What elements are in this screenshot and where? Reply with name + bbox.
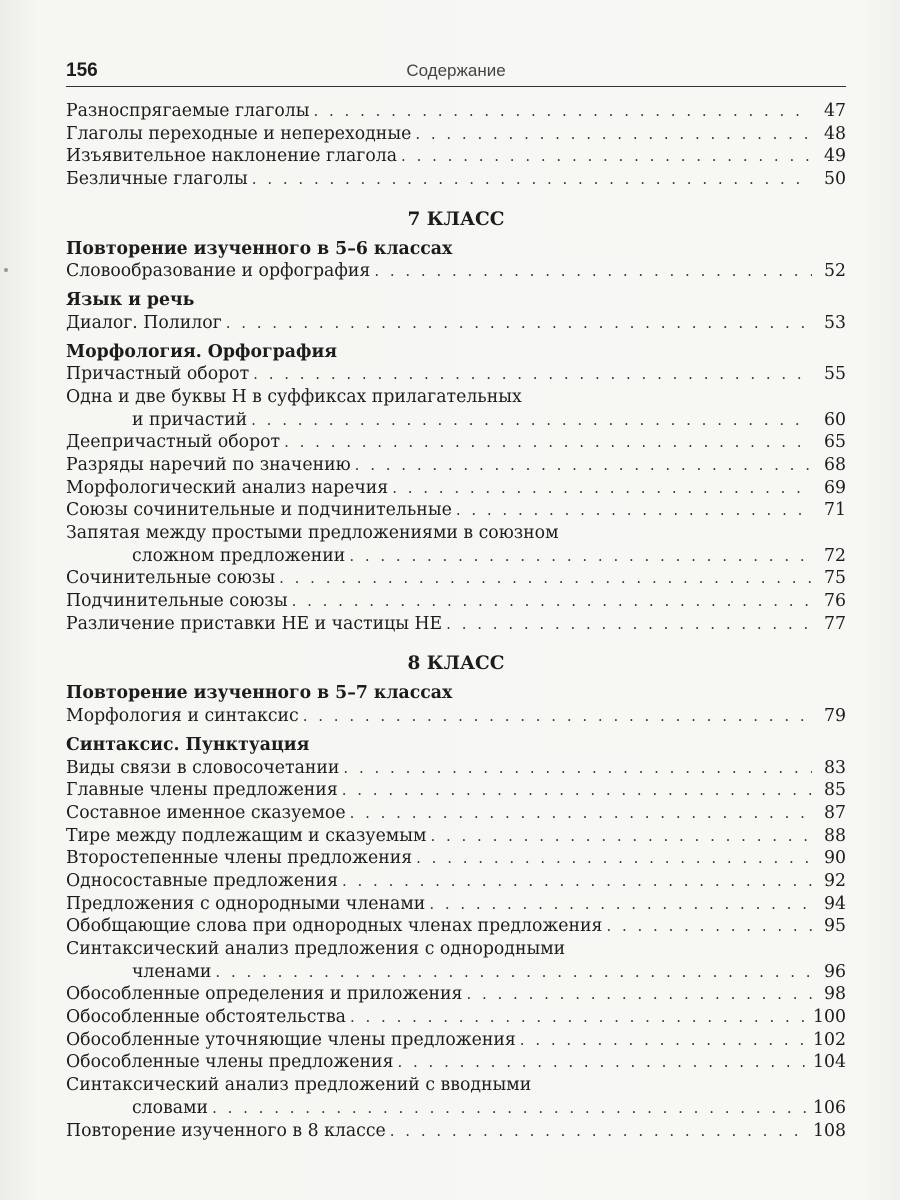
toc-entry-continuation <box>66 961 846 984</box>
toc-entry-page: 52 <box>824 261 846 282</box>
toc-entry <box>66 100 846 123</box>
toc-entry-title: Разряды наречий по значению <box>66 454 351 475</box>
toc-entry-page: 55 <box>824 364 846 385</box>
dot-leader <box>355 454 812 477</box>
toc-entry-title-cont: сложном предложении <box>132 545 346 566</box>
toc-entry-page: 92 <box>824 870 846 891</box>
page-header <box>66 60 846 87</box>
dot-leader <box>251 409 812 432</box>
toc-entry <box>66 567 846 590</box>
toc-entry-page: 106 <box>813 1097 846 1118</box>
toc-entry-title: Обособленные члены предложения <box>66 1052 394 1073</box>
toc-entry-title: Одна и две буквы Н в суффиксах прилагательных <box>66 386 522 407</box>
dot-leader <box>392 477 812 500</box>
toc-entry-title: Синтаксический анализ предложений с вводными <box>66 1075 532 1096</box>
toc-entry-page: 102 <box>813 1029 846 1050</box>
toc-entry-title: Морфологический анализ наречия <box>66 477 389 498</box>
section-title: Язык и речь <box>66 290 195 311</box>
dot-leader <box>313 100 812 123</box>
toc-entry-page: 72 <box>824 545 846 566</box>
dot-leader <box>415 123 812 146</box>
toc-entry <box>66 590 846 613</box>
dot-leader <box>253 363 812 386</box>
toc-entry <box>66 802 846 825</box>
dot-leader <box>212 1097 807 1120</box>
dot-leader <box>343 757 812 780</box>
toc-entry <box>66 1120 846 1143</box>
toc-entry-title: Односоставные предложения <box>66 870 338 891</box>
toc-entry-title: Подчинительные союзы <box>66 591 288 612</box>
toc-entry-title: Повторение изученного в 8 классе <box>66 1120 386 1141</box>
toc-entry-page: 68 <box>824 454 846 475</box>
toc-entry <box>66 431 846 454</box>
section-title: Морфология. Орфография <box>66 341 338 362</box>
toc-entry-page: 50 <box>824 169 846 190</box>
toc-entry-title: Составное именное сказуемое <box>66 802 346 823</box>
toc-entry-page: 98 <box>824 984 846 1005</box>
toc-entry <box>66 363 846 386</box>
dot-leader <box>292 590 812 613</box>
dot-leader <box>416 847 812 870</box>
toc-entry-title: Союзы сочинительные и подчинительные <box>66 500 452 521</box>
toc-entry-page: 60 <box>824 409 846 430</box>
toc-entry-page: 100 <box>813 1007 846 1028</box>
section-title: Повторение изученного в 5–7 классах <box>66 683 453 704</box>
toc-entry-title: Сочинительные союзы <box>66 568 276 589</box>
toc-entry-page: 76 <box>824 591 846 612</box>
toc-entry-page: 108 <box>813 1120 846 1141</box>
toc-entry-title-cont: словами <box>132 1097 209 1118</box>
dot-leader <box>520 1029 807 1052</box>
toc-entry-title: Обособленные уточняющие члены предложения <box>66 1029 516 1050</box>
toc-entry <box>66 705 846 728</box>
toc-entry-page: 94 <box>824 893 846 914</box>
toc-entry-title: Запятая между простыми предложениями в союзном <box>66 523 559 543</box>
dot-leader <box>374 260 812 283</box>
toc-entry <box>66 893 846 916</box>
toc-entry <box>66 1006 846 1029</box>
toc-entry-title: Разноспрягаемые глаголы <box>66 101 310 121</box>
toc-entry-title: Тире между подлежащим и сказуемым <box>66 825 427 846</box>
toc-entry-page: 47 <box>824 101 846 121</box>
toc-entry-page: 75 <box>824 568 846 589</box>
toc-entry <box>66 260 846 283</box>
dot-leader <box>342 779 812 802</box>
toc-entry <box>66 613 846 636</box>
toc-entry-title: Синтаксический анализ предложения с однородными <box>66 939 566 959</box>
toc-entry <box>66 168 846 191</box>
dot-leader <box>401 145 812 168</box>
toc-entry <box>66 915 846 938</box>
dot-leader <box>350 1006 807 1029</box>
page-number: 156 <box>66 60 98 81</box>
dot-leader <box>284 431 812 454</box>
dot-leader <box>466 983 812 1006</box>
dot-leader <box>215 961 812 984</box>
dot-leader <box>350 802 812 825</box>
toc-entry-title: Обобщающие слова при однородных членах предложения <box>66 916 603 937</box>
toc-entry <box>66 1051 846 1074</box>
toc-entry <box>66 847 846 870</box>
toc-entry <box>66 145 846 168</box>
toc-entry-title: Обособленные обстоятельства <box>66 1007 346 1028</box>
toc-entry <box>66 477 846 500</box>
toc-entry-title-cont: и причастий <box>132 409 248 430</box>
toc-entry-title: Главные члены предложения <box>66 780 338 801</box>
toc-entry <box>66 779 846 802</box>
toc-entry-page: 65 <box>824 432 846 453</box>
toc-entry-title: Словообразование и орфография <box>66 261 371 282</box>
dot-leader <box>349 545 812 568</box>
toc-entry <box>66 454 846 477</box>
dot-leader <box>342 870 812 893</box>
dot-leader <box>226 312 812 335</box>
toc-entry-page: 104 <box>813 1052 846 1073</box>
toc-entry <box>66 938 846 961</box>
toc-entry-title: Диалог. Полилог <box>66 312 222 333</box>
dot-leader <box>446 613 812 636</box>
toc-entry-title: Деепричастный оборот <box>66 432 281 453</box>
toc-entry-page: 87 <box>824 802 846 823</box>
running-title: Содержание <box>406 61 506 80</box>
toc-entry-title: Безличные глаголы <box>66 169 248 190</box>
toc-entry <box>66 757 846 780</box>
toc-entry <box>66 825 846 848</box>
toc-entry-page: 95 <box>824 916 846 937</box>
toc-entry-page: 96 <box>824 961 846 982</box>
grade-8-heading: 8 КЛАСС <box>407 653 505 675</box>
toc-entry-title: Морфология и синтаксис <box>66 706 299 727</box>
toc-entry <box>66 499 846 522</box>
dot-leader <box>252 168 812 191</box>
dot-leader <box>279 567 812 590</box>
dot-leader <box>390 1120 807 1143</box>
toc-entry-page: 49 <box>824 146 846 167</box>
toc-entry <box>66 1029 846 1052</box>
grade-7-heading: 7 КЛАСС <box>407 208 505 230</box>
toc-entry-page: 71 <box>824 500 846 521</box>
paper-speck <box>4 268 8 272</box>
toc-entry-page: 83 <box>824 757 846 778</box>
dot-leader <box>430 825 812 848</box>
toc-entry <box>66 522 846 545</box>
toc-entry-title: Изъявительное наклонение глагола <box>66 146 398 167</box>
toc-entry-continuation <box>66 409 846 432</box>
toc-entry <box>66 870 846 893</box>
toc-entry-title: Виды связи в словосочетании <box>66 757 340 778</box>
toc-entry-page: 90 <box>824 848 846 869</box>
dot-leader <box>303 705 812 728</box>
toc-entry-page: 77 <box>824 613 846 634</box>
toc-entry-page: 53 <box>824 312 846 333</box>
toc-entry-page: 88 <box>824 825 846 846</box>
toc-entry-page: 69 <box>824 477 846 498</box>
toc-entry <box>66 386 846 409</box>
toc-entry-page: 48 <box>824 123 846 144</box>
section-title: Синтаксис. Пунктуация <box>66 734 310 755</box>
section-title: Повторение изученного в 5–6 классах <box>66 238 453 259</box>
toc-entry-continuation <box>66 545 846 568</box>
toc-entry-title: Обособленные определения и приложения <box>66 984 463 1005</box>
toc-entry-continuation <box>66 1097 846 1120</box>
toc-entry <box>66 1074 846 1097</box>
toc-entry-page: 85 <box>824 780 846 801</box>
toc-entry <box>66 983 846 1006</box>
toc-entry-title: Глаголы переходные и непереходные <box>66 123 412 144</box>
table-of-contents <box>66 100 846 1142</box>
toc-entry <box>66 123 846 146</box>
toc-entry-title: Второстепенные члены предложения <box>66 848 413 869</box>
toc-entry <box>66 312 846 335</box>
toc-entry-title: Предложения с однородными членами <box>66 893 426 914</box>
dot-leader <box>606 915 812 938</box>
toc-entry-page: 79 <box>824 706 846 727</box>
toc-entry-title: Различение приставки НЕ и частицы НЕ <box>66 613 443 634</box>
dot-leader <box>429 893 812 916</box>
toc-entry-title-cont: членами <box>132 961 212 982</box>
dot-leader <box>397 1051 807 1074</box>
toc-entry-title: Причастный оборот <box>66 364 250 385</box>
dot-leader <box>456 499 812 522</box>
